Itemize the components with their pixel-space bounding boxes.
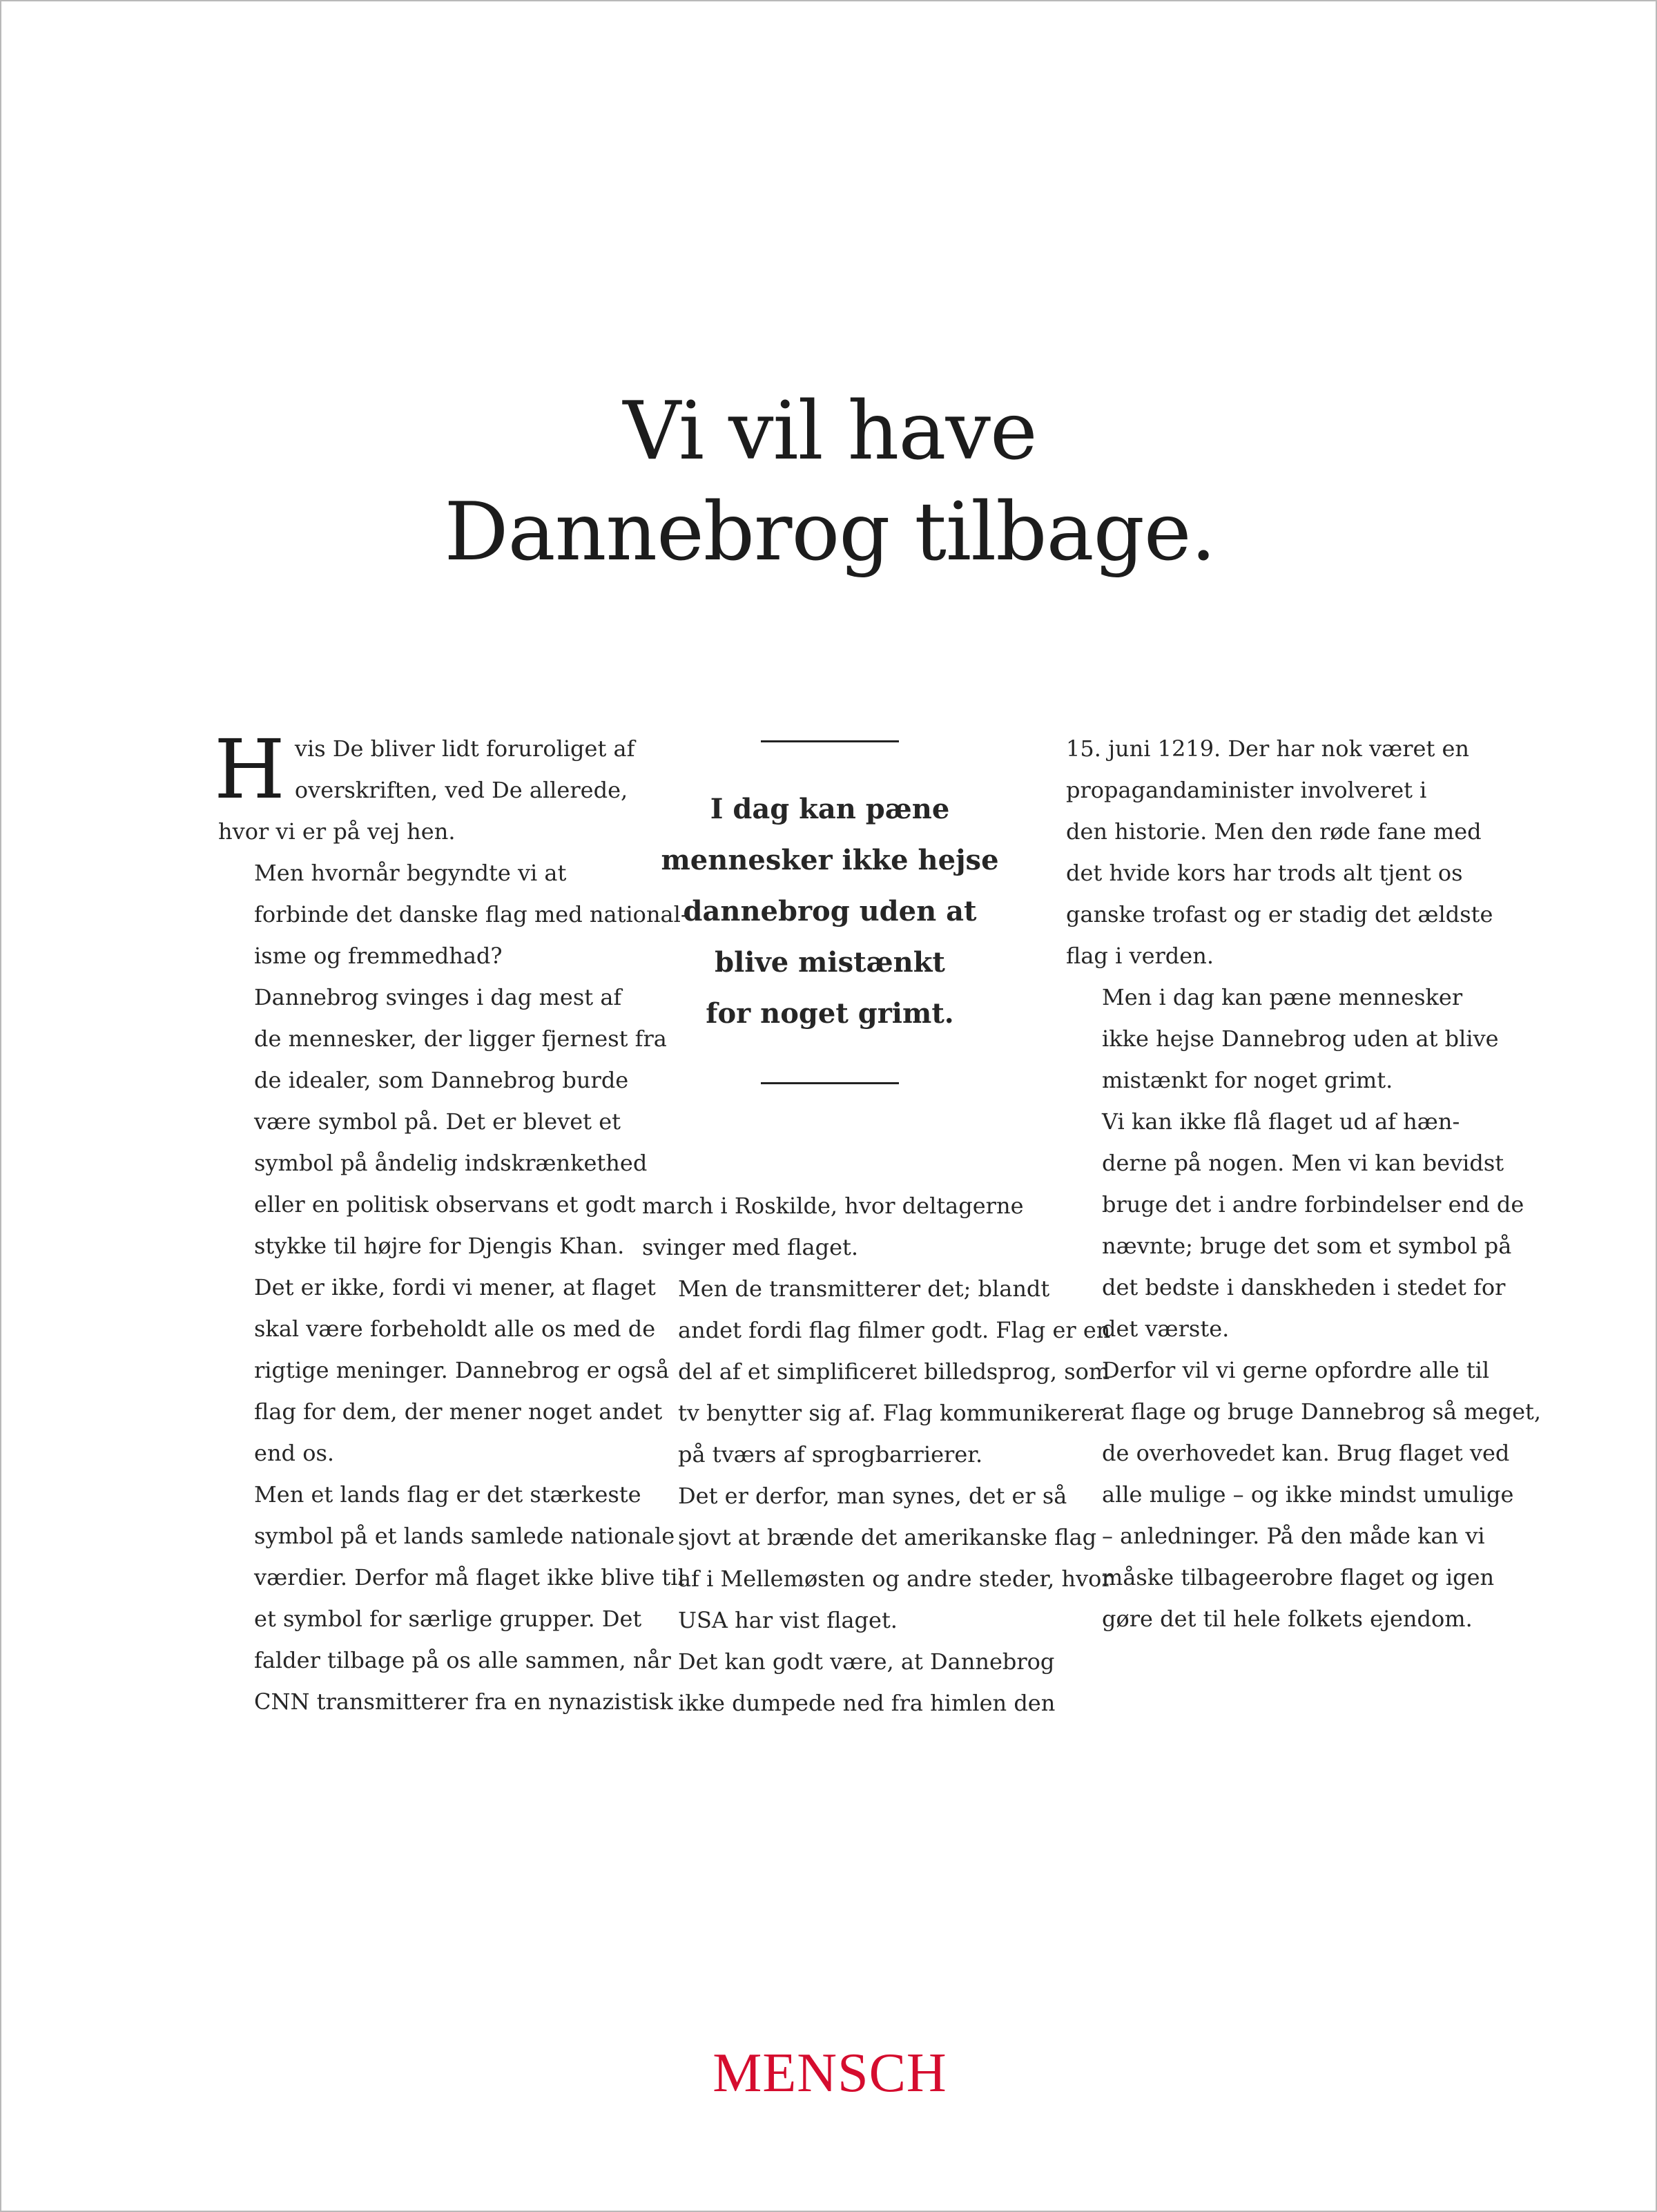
text-line: vis De bliver lidt foruroliget af xyxy=(294,735,635,762)
quote-line: mennesker ikke hejse xyxy=(661,844,999,876)
text-line: Men i dag kan pæne mennesker xyxy=(1102,984,1463,1010)
text-line: symbol på et lands samlede nationale xyxy=(254,1523,675,1549)
text-line: propagandaminister involveret i xyxy=(1066,777,1427,803)
text-line: eller en politisk observans et godt xyxy=(254,1191,636,1218)
paragraph xyxy=(218,852,688,977)
text-line: ganske trofast og er stadig det ældste xyxy=(1066,901,1493,927)
divider-rule xyxy=(761,740,899,742)
text-line: værdier. Derfor må flaget ikke blive til xyxy=(254,1564,685,1590)
text-line: rigtige meninger. Dannebrog er også xyxy=(254,1357,670,1383)
text-line: CNN transmitterer fra en nynazistisk xyxy=(254,1689,673,1715)
quote-line: blive mistænkt xyxy=(715,946,945,979)
body-column-1 xyxy=(214,722,688,1722)
paragraph xyxy=(218,1474,685,1722)
quote-line: dannebrog uden at xyxy=(683,895,977,927)
paragraph xyxy=(642,1641,1056,1724)
body-column-2 xyxy=(642,1185,1112,1724)
text-line: det bedste i danskheden i stedet for xyxy=(1102,1274,1506,1300)
paragraph xyxy=(1066,977,1499,1101)
text-line: – anledninger. På den måde kan vi xyxy=(1102,1523,1485,1549)
text-line: den historie. Men den røde fane med xyxy=(1066,818,1482,845)
paragraph xyxy=(218,977,667,1267)
paragraph xyxy=(642,1185,1029,1268)
text-line: Men de transmitterer det; blandt xyxy=(678,1276,1050,1302)
text-line: march i Roskilde, hvor deltagerne xyxy=(642,1193,1024,1219)
text-line: flag i verden. xyxy=(1066,943,1214,969)
text-line: Det kan godt være, at Dannebrog xyxy=(678,1648,1055,1675)
pull-quote xyxy=(637,740,1023,1084)
text-line: et symbol for særlige grupper. Det xyxy=(254,1606,642,1632)
text-line: stykke til højre for Djengis Khan. xyxy=(254,1233,625,1259)
text-line: hvor vi er på vej hen. xyxy=(218,818,456,845)
headline-line: Dannebrog tilbage. xyxy=(444,485,1216,579)
text-line: bruge det i andre forbindelser end de xyxy=(1102,1191,1524,1218)
text-line: Men et lands flag er det stærkeste xyxy=(254,1481,641,1508)
text-line: Det er ikke, fordi vi mener, at flaget xyxy=(254,1274,656,1300)
drop-cap: H xyxy=(214,722,285,817)
text-line: isme og fremmedhad? xyxy=(254,943,503,969)
quote-line: I dag kan pæne xyxy=(710,793,950,825)
text-line: derne på nogen. Men vi kan bevidst xyxy=(1102,1150,1504,1176)
text-line: mistænkt for noget grimt. xyxy=(1102,1067,1393,1093)
pull-quote-text xyxy=(637,784,1023,1039)
text-line: tv benytter sig af. Flag kommunikerer xyxy=(678,1400,1105,1426)
text-line: forbinde det danske flag med national- xyxy=(254,901,688,927)
text-line: falder tilbage på os alle sammen, når xyxy=(254,1647,671,1673)
paragraph xyxy=(218,1267,670,1474)
text-line: Men hvornår begyndte vi at xyxy=(254,860,567,886)
text-line: ikke hejse Dannebrog uden at blive xyxy=(1102,1026,1499,1052)
text-line: de mennesker, der ligger fjernest fra xyxy=(254,1026,667,1052)
paragraph xyxy=(214,722,635,852)
text-line: skal være forbeholdt alle os med de xyxy=(254,1316,656,1342)
paragraph xyxy=(1066,1101,1524,1349)
text-line: måske tilbageerobre flaget og igen xyxy=(1102,1564,1495,1590)
text-line: flag for dem, der mener noget andet xyxy=(254,1398,663,1425)
text-line: det hvide kors har trods alt tjent os xyxy=(1066,860,1463,886)
body-column-3 xyxy=(1066,728,1542,1639)
text-line: Vi kan ikke flå flaget ud af hæn- xyxy=(1102,1108,1460,1135)
text-line: overskriften, ved De allerede, xyxy=(294,777,628,803)
text-line: de idealer, som Dannebrog burde xyxy=(254,1067,629,1093)
text-line: nævnte; bruge det som et symbol på xyxy=(1102,1233,1512,1259)
text-line: Det er derfor, man synes, det er så xyxy=(678,1483,1067,1509)
text-line: at flage og bruge Dannebrog så meget, xyxy=(1102,1398,1542,1425)
text-line: end os. xyxy=(254,1440,335,1466)
text-line: de overhovedet kan. Brug flaget ved xyxy=(1102,1440,1510,1466)
text-line: det værste. xyxy=(1102,1316,1230,1342)
headline-line: Vi vil have xyxy=(623,385,1037,478)
text-line: gøre det til hele folkets ejendom. xyxy=(1102,1606,1473,1632)
divider-rule xyxy=(761,1082,899,1084)
text-line: være symbol på. Det er blevet et xyxy=(254,1108,621,1135)
text-line: sjovt at brænde det amerikanske flag xyxy=(678,1524,1097,1550)
paragraph xyxy=(1066,728,1493,977)
paragraph xyxy=(1066,1349,1542,1639)
text-line: ikke dumpede ned fra himlen den xyxy=(678,1690,1056,1716)
text-line: andet fordi flag filmer godt. Flag er en xyxy=(678,1317,1111,1343)
text-line: Derfor vil vi gerne opfordre alle til xyxy=(1102,1357,1490,1383)
paragraph xyxy=(642,1475,1112,1641)
text-line: alle mulige – og ikke mindst umulige xyxy=(1102,1481,1514,1508)
paragraph xyxy=(642,1268,1111,1475)
text-line: del af et simplificeret billedsprog, som xyxy=(678,1358,1110,1385)
text-line: symbol på åndelig indskrænkethed xyxy=(254,1150,648,1176)
text-line: af i Mellemøsten og andre steder, hvor xyxy=(678,1566,1112,1592)
quote-line: for noget grimt. xyxy=(706,997,954,1030)
mensch-logo: MENSCH xyxy=(713,2043,947,2104)
text-line: 15. juni 1219. Der har nok været en xyxy=(1066,735,1470,762)
text-line: svinger med flaget. xyxy=(642,1234,859,1260)
text-line: Dannebrog svinges i dag mest af xyxy=(254,984,622,1010)
text-line: på tværs af sprogbarrierer. xyxy=(678,1441,983,1468)
text-line: USA har vist flaget. xyxy=(678,1607,898,1633)
headline xyxy=(1,381,1657,583)
